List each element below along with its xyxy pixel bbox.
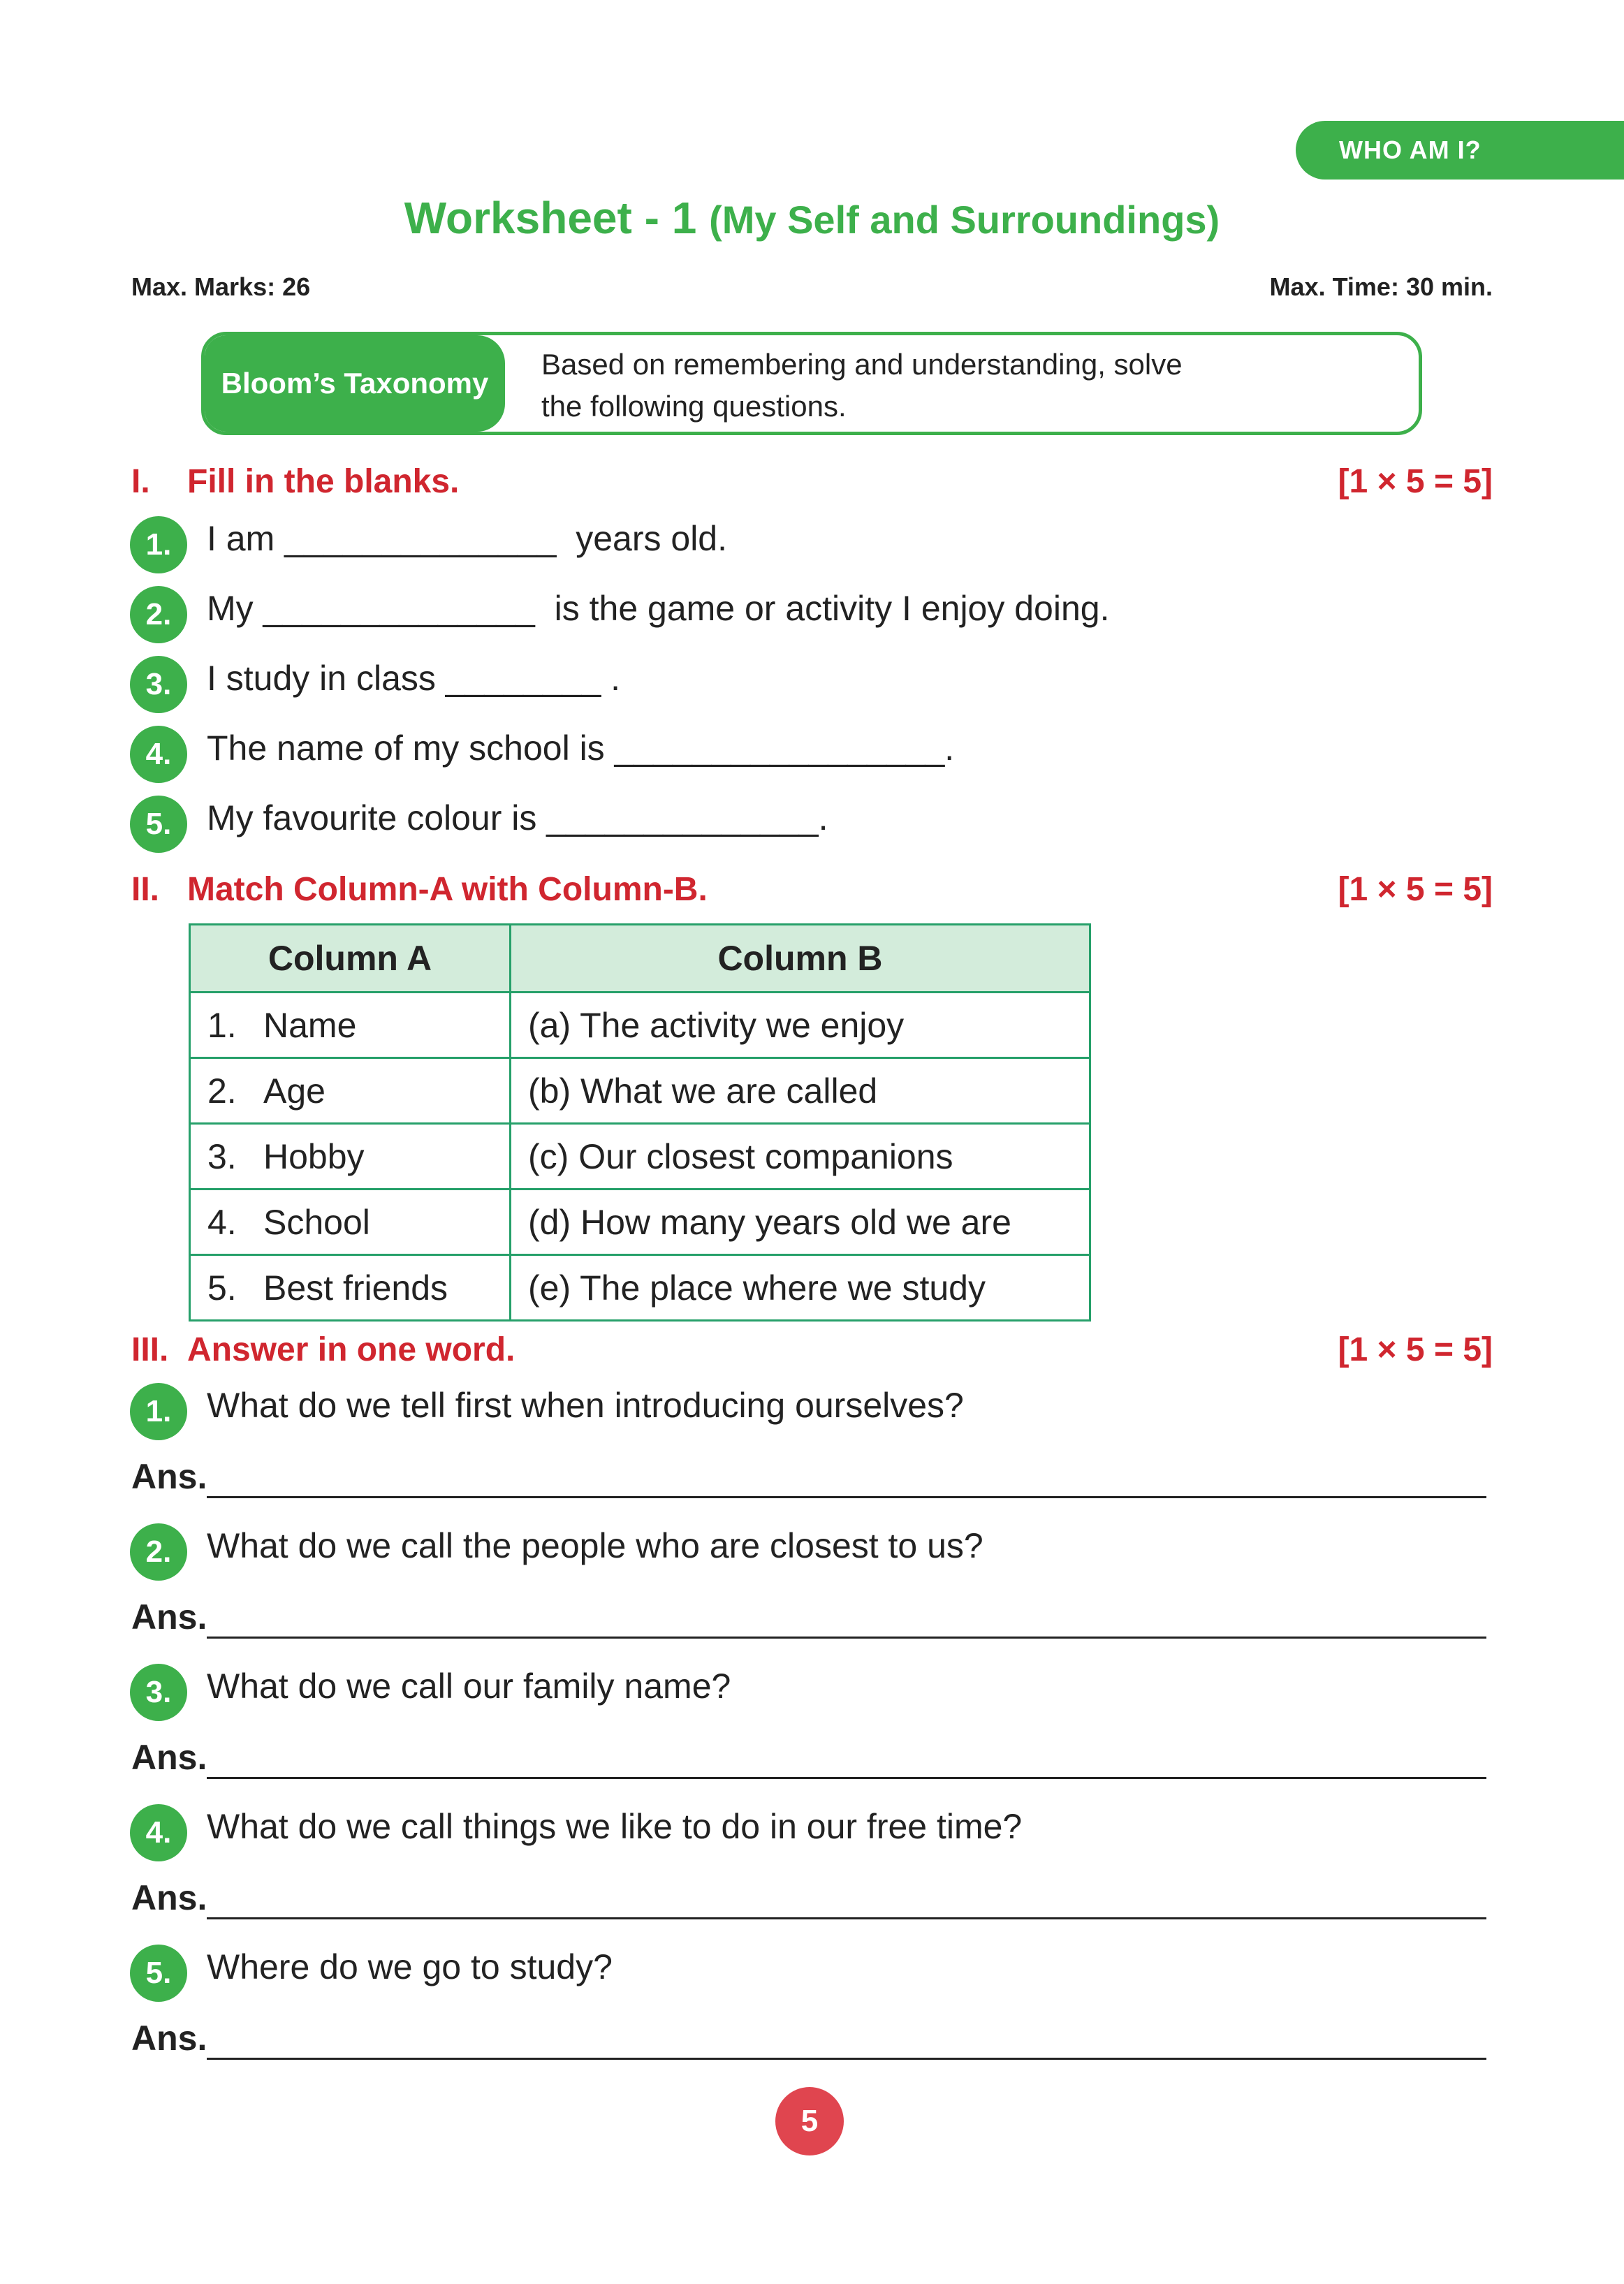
fill-blank-question: My ______________ is the game or activity I enjoy doing. [207, 589, 1110, 628]
question-number-badge: 5. [130, 796, 187, 853]
column-a-cell [190, 1255, 511, 1321]
section-1-marks: [1 × 5 = 5] [1338, 463, 1493, 500]
row-number: 3. [207, 1136, 237, 1176]
section-3-marks: [1 × 5 = 5] [1338, 1331, 1493, 1368]
table-header-row [190, 925, 1090, 993]
worksheet-title [0, 192, 1624, 244]
question-number-badge: 2. [130, 1523, 187, 1581]
title-main: Worksheet - 1 [404, 193, 697, 243]
question-number-badge: 3. [130, 656, 187, 713]
column-a-cell [190, 1058, 511, 1124]
chapter-tab: WHO AM I? [1296, 121, 1624, 180]
answer-label: Ans. [131, 1878, 207, 1917]
bloom-line-1: Based on remembering and understanding, solve [541, 348, 1183, 381]
one-word-question: What do we tell first when introducing ourselves? [207, 1386, 964, 1425]
table-row [190, 1058, 1090, 1124]
answer-label: Ans. [131, 1738, 207, 1777]
column-a-header: Column A [190, 925, 511, 993]
column-b-cell: (d) How many years old we are [511, 1189, 1090, 1255]
one-word-question: Where do we go to study? [207, 1947, 613, 1986]
section-3-heading [131, 1331, 515, 1369]
max-marks: Max. Marks: 26 [131, 272, 311, 301]
row-number: 5. [207, 1268, 237, 1308]
section-3-number: III. [131, 1331, 169, 1368]
question-number-badge: 4. [130, 1804, 187, 1861]
question-number-badge: 2. [130, 586, 187, 643]
section-3-title: Answer in one word. [187, 1331, 515, 1368]
row-number: 2. [207, 1071, 237, 1111]
section-2-title: Match Column-A with Column-B. [187, 871, 708, 908]
row-number: 1. [207, 1005, 237, 1045]
bloom-line-2: the following questions. [541, 390, 847, 423]
section-2-marks: [1 × 5 = 5] [1338, 871, 1493, 908]
max-time: Max. Time: 30 min. [1269, 272, 1493, 301]
fill-blank-question: I study in class ________ . [207, 659, 621, 698]
table-row [190, 1189, 1090, 1255]
column-b-cell: (c) Our closest companions [511, 1124, 1090, 1189]
blooms-taxonomy-text [505, 335, 1183, 432]
question-number-badge: 3. [130, 1664, 187, 1721]
table-row [190, 993, 1090, 1058]
column-a-value: Age [263, 1071, 325, 1111]
section-1-title: Fill in the blanks. [187, 463, 460, 500]
column-b-cell: (a) The activity we enjoy [511, 993, 1090, 1058]
answer-label: Ans. [131, 2019, 207, 2058]
section-2-number: II. [131, 871, 160, 908]
answer-line [207, 1496, 1486, 1498]
question-number-badge: 5. [130, 1945, 187, 2002]
section-1-number: I. [131, 463, 150, 500]
column-b-header: Column B [511, 925, 1090, 993]
section-2-heading [131, 870, 708, 909]
answer-label: Ans. [131, 1597, 207, 1637]
one-word-question: What do we call the people who are closest to us? [207, 1526, 983, 1565]
match-table [189, 923, 1091, 1322]
row-number: 4. [207, 1202, 237, 1242]
table-row [190, 1124, 1090, 1189]
blooms-taxonomy-label: Bloom’s Taxonomy [205, 335, 505, 432]
column-a-value: Name [263, 1005, 357, 1045]
column-a-cell [190, 1124, 511, 1189]
question-number-badge: 1. [130, 1383, 187, 1440]
question-number-badge: 1. [130, 516, 187, 573]
fill-blank-question: The name of my school is _________________. [207, 729, 955, 768]
title-sub: (My Self and Surroundings) [709, 198, 1220, 242]
fill-blank-question: I am ______________ years old. [207, 519, 727, 558]
column-b-cell: (b) What we are called [511, 1058, 1090, 1124]
section-1-heading [131, 462, 459, 501]
answer-line [207, 1777, 1486, 1779]
column-a-value: Hobby [263, 1136, 365, 1176]
one-word-question: What do we call things we like to do in our free time? [207, 1807, 1023, 1846]
table-row [190, 1255, 1090, 1321]
answer-line [207, 2058, 1486, 2060]
column-b-cell: (e) The place where we study [511, 1255, 1090, 1321]
column-a-cell [190, 1189, 511, 1255]
column-a-value: Best friends [263, 1268, 448, 1308]
column-a-cell [190, 993, 511, 1058]
column-a-value: School [263, 1202, 370, 1242]
fill-blank-question: My favourite colour is ______________. [207, 798, 828, 837]
answer-label: Ans. [131, 1457, 207, 1496]
question-number-badge: 4. [130, 726, 187, 783]
blooms-taxonomy-box [201, 332, 1422, 435]
page-number-badge: 5 [775, 2087, 844, 2155]
one-word-question: What do we call our family name? [207, 1667, 731, 1706]
answer-line [207, 1637, 1486, 1639]
answer-line [207, 1917, 1486, 1919]
